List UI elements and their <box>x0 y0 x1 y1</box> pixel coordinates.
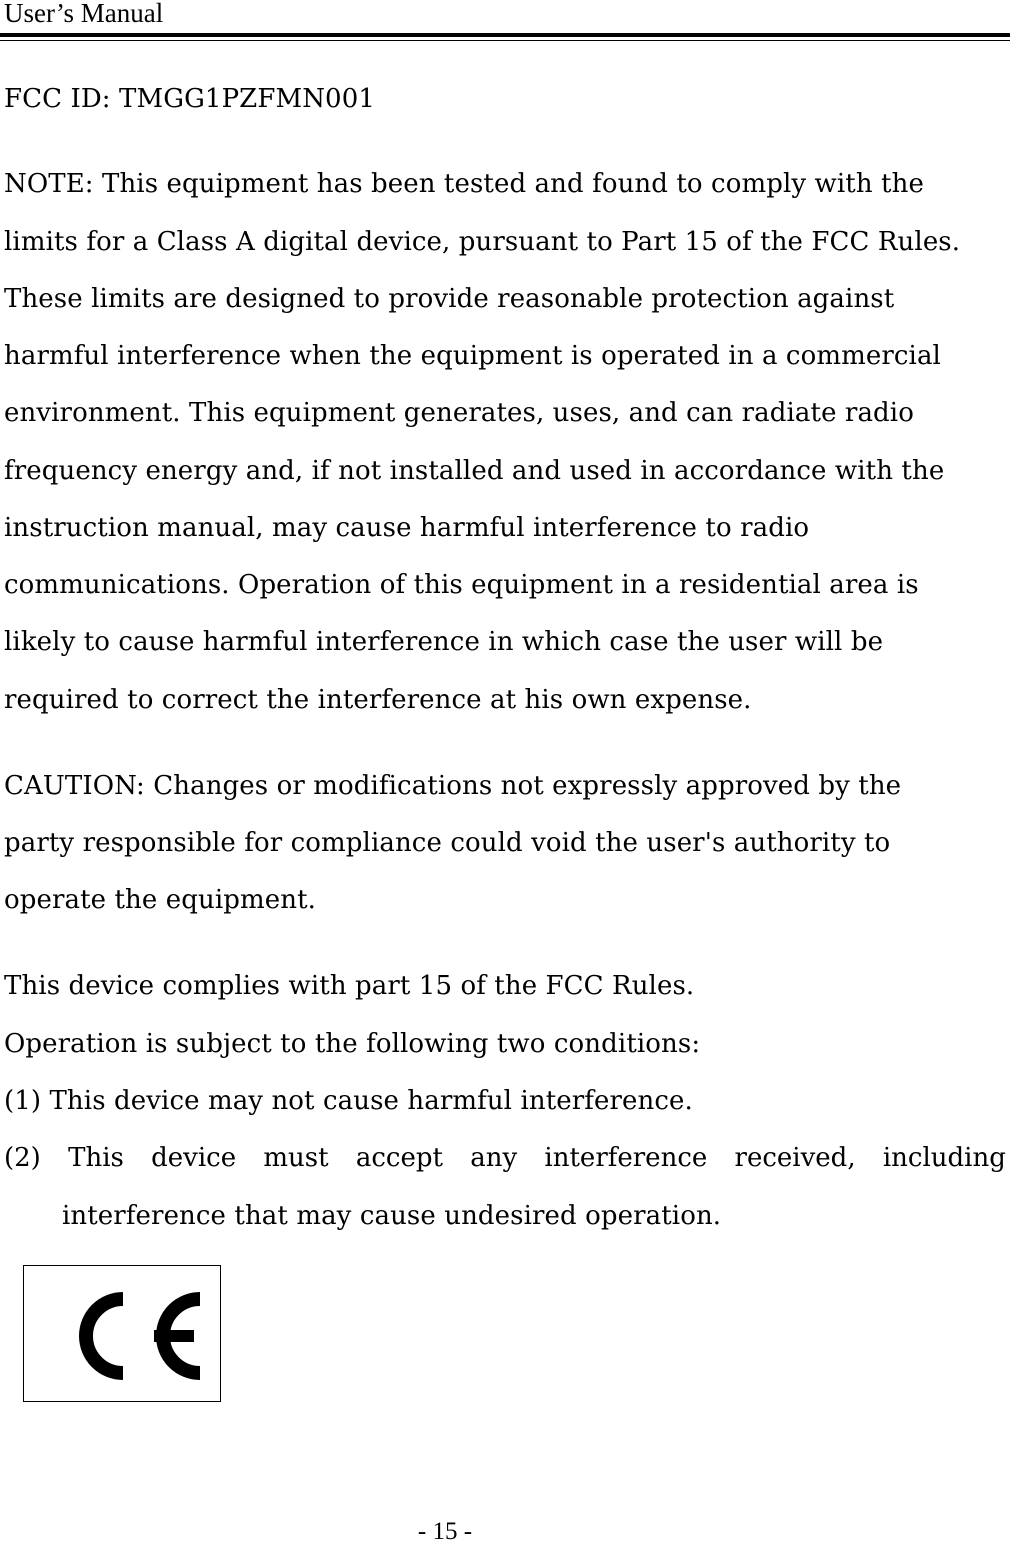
compliance-line-1: This device complies with part 15 of the FCC Rules. <box>4 971 695 1001</box>
note-line-2: limits for a Class A digital device, pursuant to Part 15 of the FCC Rules. <box>4 227 961 257</box>
note-line-3: These limits are designed to provide reasonable protection against <box>4 284 895 314</box>
condition-2-word: (2) <box>4 1143 41 1173</box>
condition-2 <box>4 1143 1006 1173</box>
note-line-6: frequency energy and, if not installed and used in accordance with the <box>4 456 945 486</box>
note-line-5: environment. This equipment generates, uses, and can radiate radio <box>4 398 914 428</box>
condition-2-word: any <box>470 1143 518 1173</box>
note-line-10: required to correct the interference at his own expense. <box>4 685 752 715</box>
note-line-4: harmful interference when the equipment is operated in a commercial <box>4 341 941 371</box>
condition-2-word: received, <box>734 1143 856 1173</box>
condition-2-continuation: interference that may cause undesired operation. <box>62 1201 722 1231</box>
caution-line-2: party responsible for compliance could void the user's authority to <box>4 828 891 858</box>
ce-mark-box <box>23 1265 221 1402</box>
note-line-7: instruction manual, may cause harmful interference to radio <box>4 513 810 543</box>
condition-2-word: device <box>151 1143 237 1173</box>
page-number: - 15 - <box>417 1518 473 1545</box>
condition-1: (1) This device may not cause harmful interference. <box>4 1086 693 1116</box>
condition-2-word: including <box>882 1143 1006 1173</box>
ce-mark-icon <box>24 1266 222 1403</box>
compliance-line-2: Operation is subject to the following two conditions: <box>4 1029 701 1059</box>
header-rule-thin <box>0 40 1010 41</box>
condition-2-word: This <box>68 1143 124 1173</box>
condition-2-word: must <box>263 1143 329 1173</box>
caution-line-1: CAUTION: Changes or modifications not expressly approved by the <box>4 771 902 801</box>
caution-line-3: operate the equipment. <box>4 885 316 915</box>
note-line-9: likely to cause harmful interference in which case the user will be <box>4 627 884 657</box>
header-rule-thick <box>0 33 1010 37</box>
note-line-1: NOTE: This equipment has been tested and found to comply with the <box>4 169 924 199</box>
note-line-8: communications. Operation of this equipment in a residential area is <box>4 570 919 600</box>
header-title: User’s Manual <box>4 0 164 28</box>
condition-2-word: interference <box>544 1143 708 1173</box>
fcc-id: FCC ID: TMGG1PZFMN001 <box>4 84 375 114</box>
condition-2-word: accept <box>355 1143 443 1173</box>
